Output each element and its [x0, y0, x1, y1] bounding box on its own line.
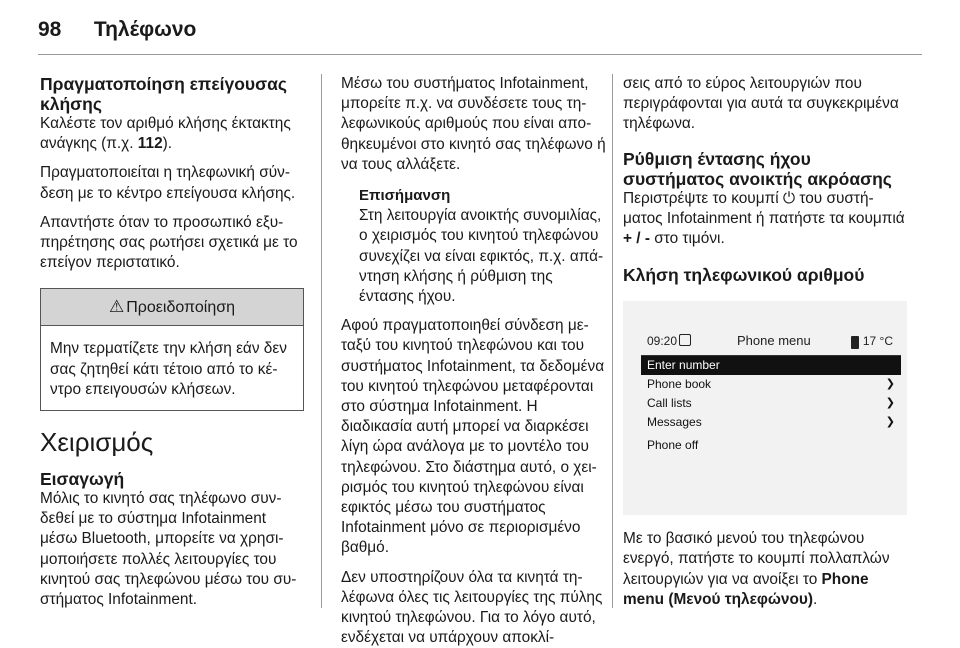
- heading-introduction: Εισαγωγή: [40, 469, 125, 490]
- warning-header: [41, 289, 303, 326]
- screen-status-bar: [641, 331, 901, 351]
- column-1: [40, 74, 304, 610]
- text-segment: του συστήματος Infotainment ή πατήστε τα κουμπιά: [623, 189, 905, 227]
- paragraph-introduction: Μόλις το κινητό σας τηλέφωνο συνδεθεί με το σύστημα Infotainment μέσω Bluetooth, μπορείτε να χρησιμοποιήσετε πολλές λειτουργίες του κινητού σας τηλεφώνου μέσω του συστήματος Infotainment.: [40, 490, 297, 609]
- phone-menu-label: Phone menu (Μενού τηλεφώνου): [623, 570, 869, 608]
- heading-dial-number: Κλήση τηλεφωνικού αριθμού: [623, 265, 865, 286]
- menu-item-label: Phone off: [647, 438, 699, 453]
- note-block: [341, 186, 607, 307]
- menu-item-label: Phone book: [647, 377, 712, 392]
- paragraph-emergency-1: [40, 114, 304, 154]
- paragraph-col2-2: Αφού πραγματοποιηθεί σύνδεση μεταξύ του κινητού τηλεφώνου και του συστήματος Infotainment, τα δεδομένα του κινητού τηλεφώνου μεταφέρονται στο σύστημα Infotainment. Η διαδικασία αυτή μπορεί να διαρκέσει λίγη ώρα ανάλογα με το μοντέλο του τηλεφώνου. Στο διάστημα αυτό, ο χειρισμός του κινητού τηλεφώνου είναι εφικτός μέσω του συστήματος Infotainment μόνο σε περιορισμένο βαθμό.: [341, 317, 605, 557]
- note-text: Στη λειτουργία ανοικτής συνομιλίας, ο χειρισμός του κινητού τηλεφώνου συνεχίζει να είναι εφικτός, π.χ. απάντηση κλήσης ή ρύθμιση της έντασης ήχου.: [359, 207, 604, 306]
- column-divider-1: [321, 74, 322, 608]
- screen-display: [641, 331, 901, 455]
- menu-item-phone-book[interactable]: [641, 375, 901, 394]
- menu-item-messages[interactable]: [641, 413, 901, 432]
- screen-temperature: [851, 331, 893, 351]
- paragraph-col2-3: Δεν υποστηρίζουν όλα τα κινητά τηλέφωνα όλες τις λειτουργίες της πύλης κινητού τηλεφώνου. Για το λόγο αυτό, ενδέχεται να υπάρχουν αποκλί-: [341, 568, 603, 647]
- column-3: [623, 74, 908, 610]
- page-number: 98: [38, 18, 62, 41]
- page-header: [38, 18, 196, 48]
- heading-volume: Ρύθμιση έντασης ήχου συστήματος ανοικτής ακρόασης: [623, 148, 892, 189]
- header-divider: [38, 54, 922, 55]
- text-segment: Καλέστε τον αριθμό κλήσης έκτακτης ανάγκης (π.χ.: [40, 115, 291, 153]
- paragraph-col3-last: [623, 529, 908, 610]
- paragraph-col2-1: Μέσω του συστήματος Infotainment, μπορείτε π.χ. να συνδέσετε τους τηλεφωνικούς αριθμούς που είναι αποθηκευμένοι στο κινητό σας τηλέφωνο ή να τους αλλάξετε.: [341, 75, 606, 173]
- screen-menu-list: [641, 355, 901, 455]
- menu-item-label: Messages: [647, 415, 702, 430]
- screen-time: 09:20: [647, 334, 678, 349]
- chevron-right-icon: ❯: [885, 397, 895, 410]
- text-segment: .: [812, 590, 818, 608]
- chevron-right-icon: ❯: [885, 378, 895, 391]
- paragraph-emergency-2: Πραγματοποιείται η τηλεφωνική σύνδεση με το κέντρο επείγουσα κλήσης.: [40, 164, 296, 202]
- text-segment: ).: [162, 135, 173, 153]
- phone-icon: [851, 336, 859, 349]
- warning-title: Προειδοποίηση: [126, 299, 235, 317]
- menu-item-phone-off[interactable]: [641, 436, 901, 455]
- menu-item-label: Enter number: [647, 358, 720, 373]
- text-segment: Με το βασικό μενού του τηλεφώνου ενεργό, πατήστε το κουμπί πολλαπλών λειτουργιών για να ανοίξει το: [623, 530, 890, 588]
- screen-title: Phone menu: [737, 333, 811, 349]
- temperature-value: 17 °C: [862, 334, 893, 349]
- warning-text: Μην τερματίζετε την κλήση εάν δεν σας ζητηθεί κάτι τέτοιο από το κέντρο επειγουσών κλήσεων.: [50, 340, 287, 398]
- menu-item-label: Call lists: [647, 396, 692, 411]
- paragraph-col3-1: σεις από το εύρος λειτουργιών που περιγράφονται για αυτά τα συγκεκριμένα τηλέφωνα.: [623, 75, 899, 133]
- column-divider-2: [612, 74, 613, 608]
- paragraph-emergency-3: Απαντήστε όταν το προσωπικό εξυπηρέτησης σας ρωτήσει σχετικά με το επείγον περιστατικό.: [40, 213, 298, 272]
- volume-buttons-label: + / -: [623, 230, 650, 248]
- heading-emergency-call: Πραγματοποίηση επείγουσας κλήσης: [40, 74, 287, 114]
- power-knob-icon: ⏻: [782, 189, 796, 207]
- note-title: Επισήμανση: [359, 187, 451, 205]
- text-segment: Περιστρέψτε το κουμπί: [623, 189, 783, 207]
- menu-item-enter-number[interactable]: [641, 356, 901, 375]
- menu-item-call-lists[interactable]: [641, 394, 901, 413]
- paragraph-volume: [623, 189, 908, 250]
- page-title: Τηλέφωνο: [93, 18, 197, 41]
- heading-operation: Χειρισμός: [40, 427, 154, 458]
- warning-triangle-icon: ⚠: [108, 297, 125, 317]
- warning-box: [40, 288, 304, 411]
- emergency-number: 112: [137, 135, 163, 153]
- phone-menu-screenshot: [623, 301, 907, 515]
- chevron-right-icon: ❯: [885, 416, 895, 429]
- screen-audio-icon: [679, 334, 691, 346]
- text-segment: στο τιμόνι.: [649, 230, 725, 248]
- column-2: [341, 74, 607, 648]
